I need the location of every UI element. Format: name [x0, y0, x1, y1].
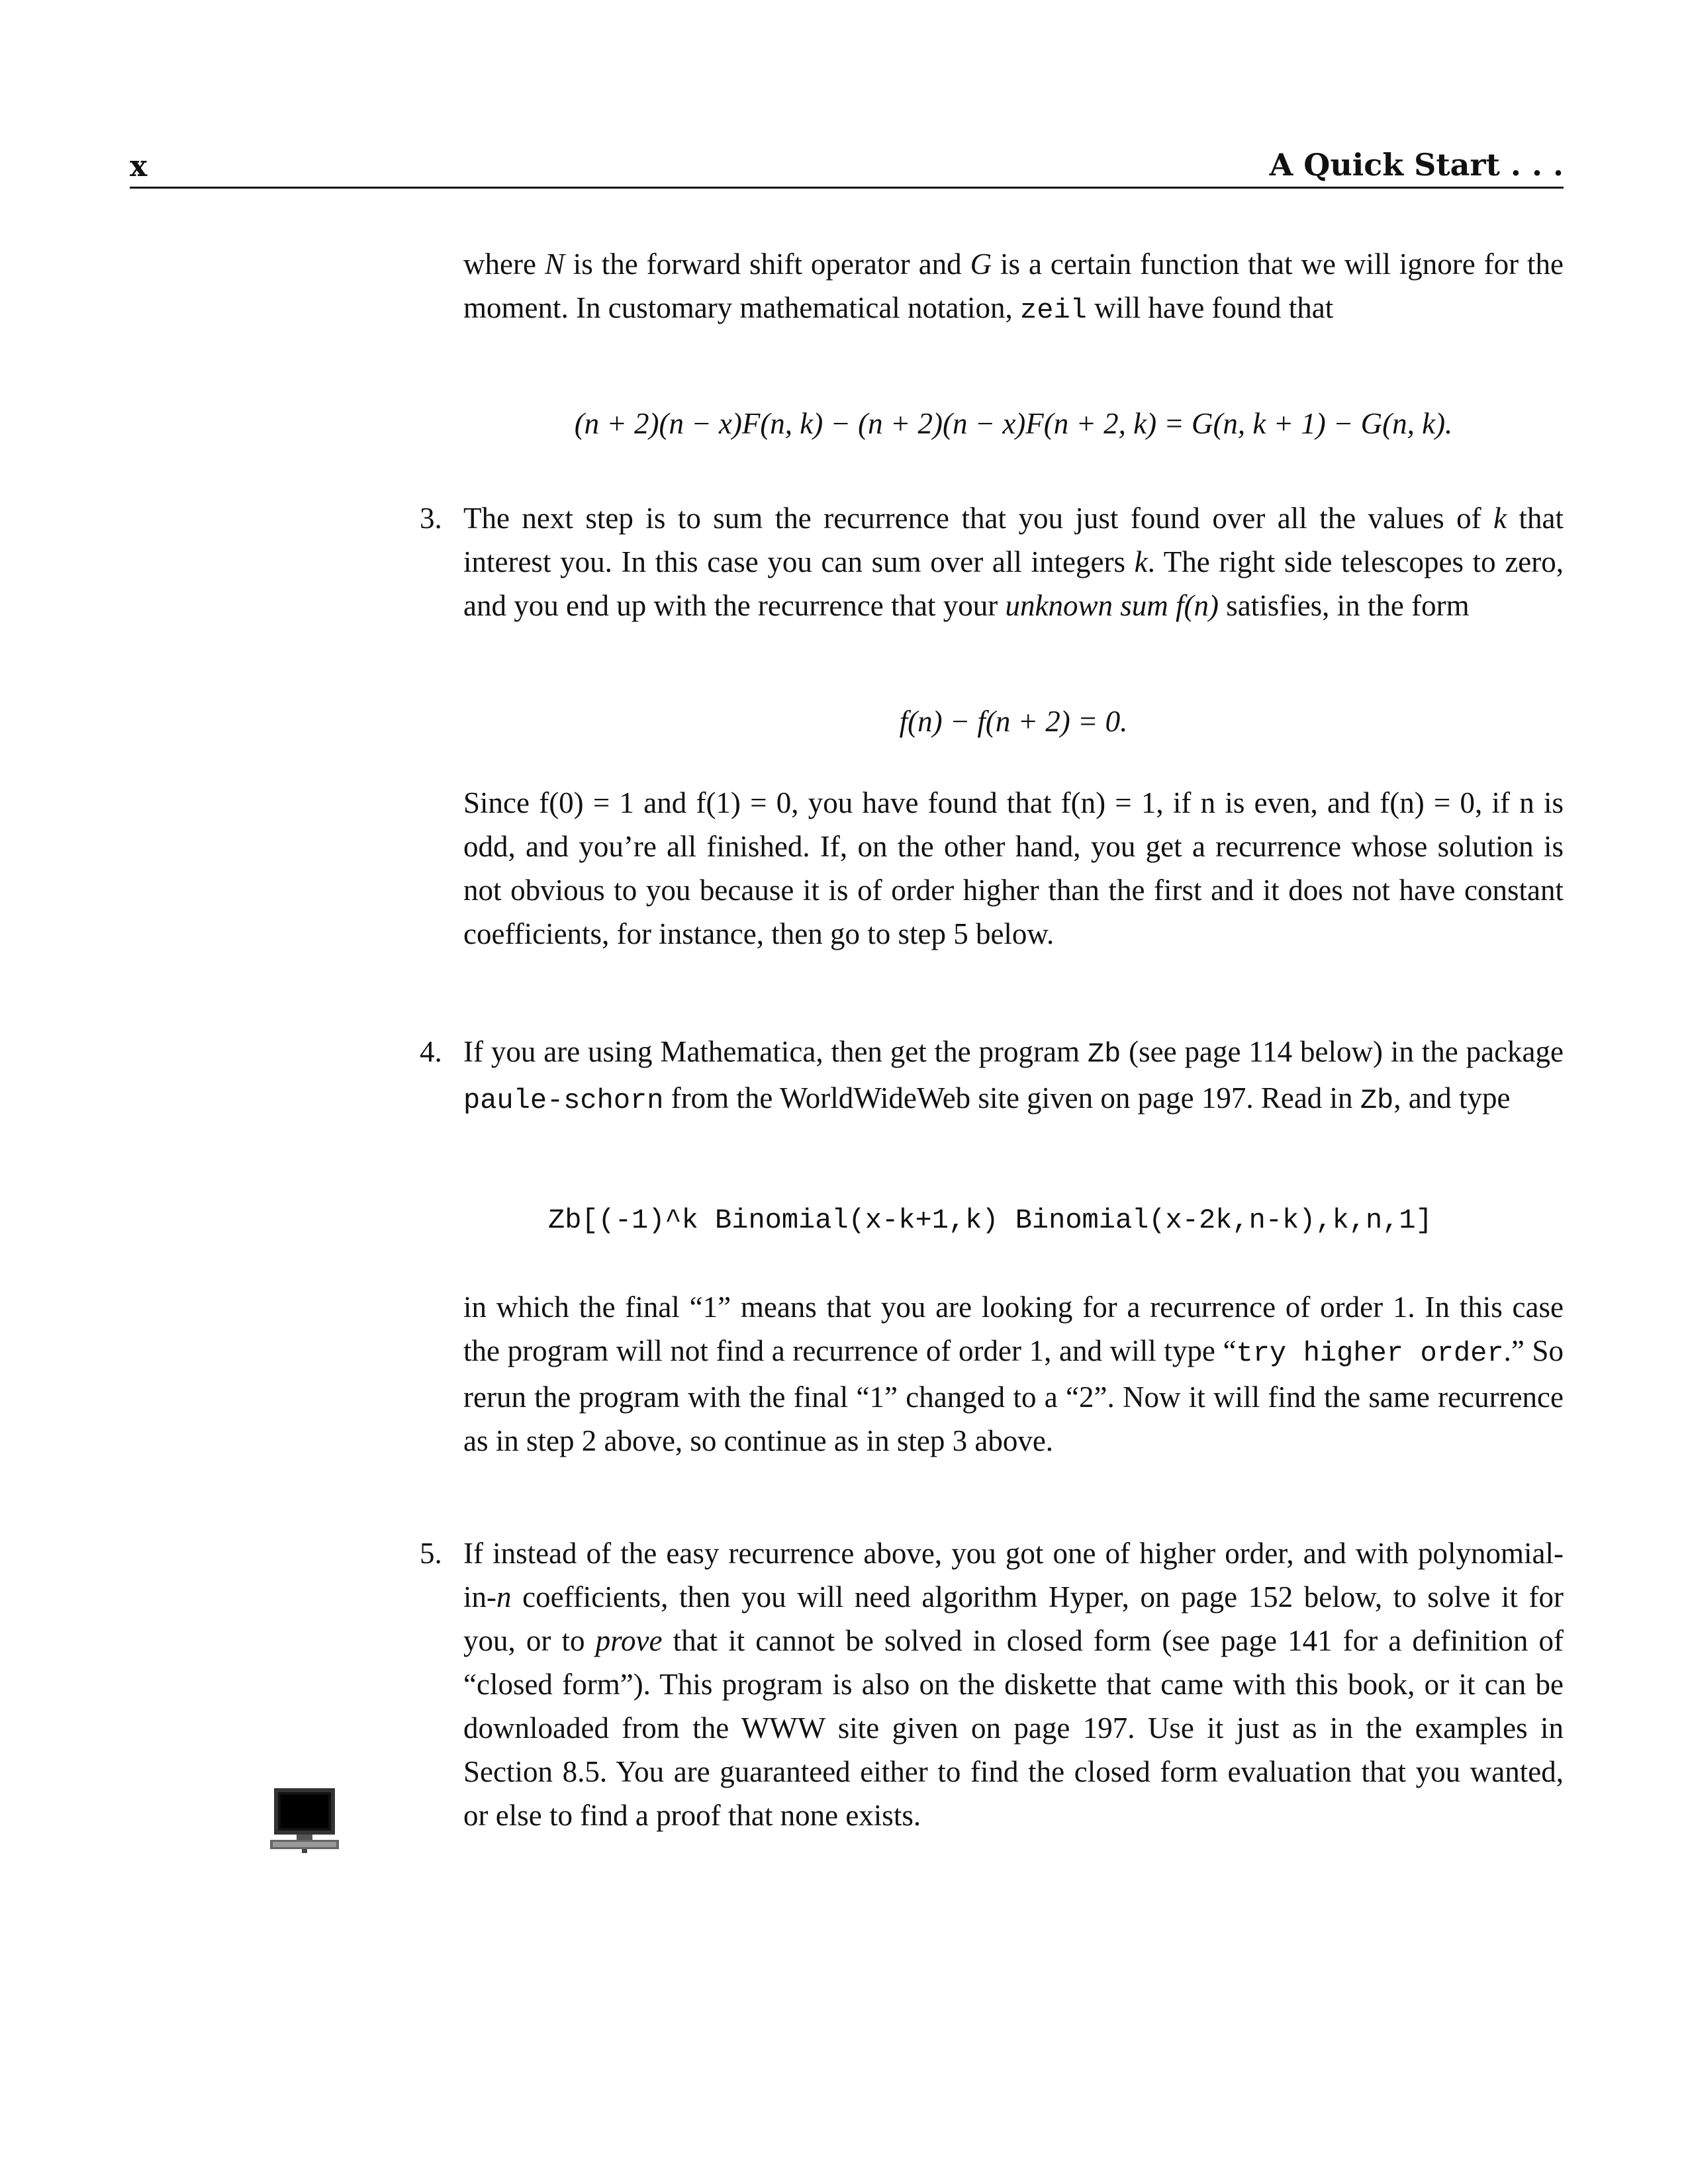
intro-paragraph: where N is the forward shift operator and G is a certain function that we will ignore for the moment. In customary mathematical notation, zeil will have found that: [463, 248, 1564, 326]
item-number: 5.: [420, 1537, 442, 1570]
step4-followup: in which the final “1” means that you are looking for a recurrence of order 1. In this case the program will not find a recurrence of order 1, and will type “try higher order.” So rerun the program with the final “1” changed to a “2”. Now it will find the same recurrence as in step 2 above, so continue as in step 3 above.: [463, 1291, 1564, 1457]
computer-icon: [270, 1787, 339, 1856]
code-example: Zb[(-1)^k Binomial(x-k+1,k) Binomial(x-2k,n-k),k,n,1]: [548, 1205, 1432, 1236]
list-item-step-3: 3. The next step is to sum the recurrence that you just found over all the values of k that interest you. In this case you can sum over all integers k. The right side telescopes to zero, and you end up with the recurrence that your unknown sum f(n) satisfies, in the form: [463, 496, 1564, 627]
code-zeil: zeil: [1020, 295, 1087, 326]
step3-followup: Since f(0) = 1 and f(1) = 0, you have found that f(n) = 1, if n is even, and f(n) = 0, if n is odd, and you’re all finished. If, on the other hand, you get a recurrence whose solution is not obvious to you because it is of order higher than the first and it does not have constant coefficients, for instance, then go to step 5 below.: [463, 786, 1564, 950]
page-header: [130, 147, 1564, 189]
item-number: 4.: [420, 1035, 442, 1068]
equation-sum: f(n) − f(n + 2) = 0.: [899, 705, 1128, 738]
page-number: x: [130, 150, 148, 183]
running-title: A Quick Start . . .: [1269, 147, 1564, 183]
list-item-step-5: 5. If instead of the easy recurrence above, you got one of higher order, and with polynomial-in-n coefficients, then you will need algorithm Hyper, on page 152 below, to solve it for you, or to prove that it cannot be solved in closed form (see page 141 for a definition of “closed form”). This program is also on the diskette that came with this book, or it can be downloaded from the WWW site given on page 197. Use it just as in the examples in Section 8.5. You are guaranteed either to find the closed form evaluation that you wanted, or else to find a proof that none exists.: [463, 1531, 1564, 1837]
item-number: 3.: [420, 502, 442, 535]
list-item-step-4: 4. If you are using Mathematica, then get the program Zb (see page 114 below) in the package paule-schorn from the WorldWideWeb site given on page 197. Read in Zb, and type: [463, 1030, 1564, 1122]
equation-recurrence: (n + 2)(n − x)F(n, k) − (n + 2)(n − x)F(n + 2, k) = G(n, k + 1) − G(n, k).: [574, 407, 1453, 440]
